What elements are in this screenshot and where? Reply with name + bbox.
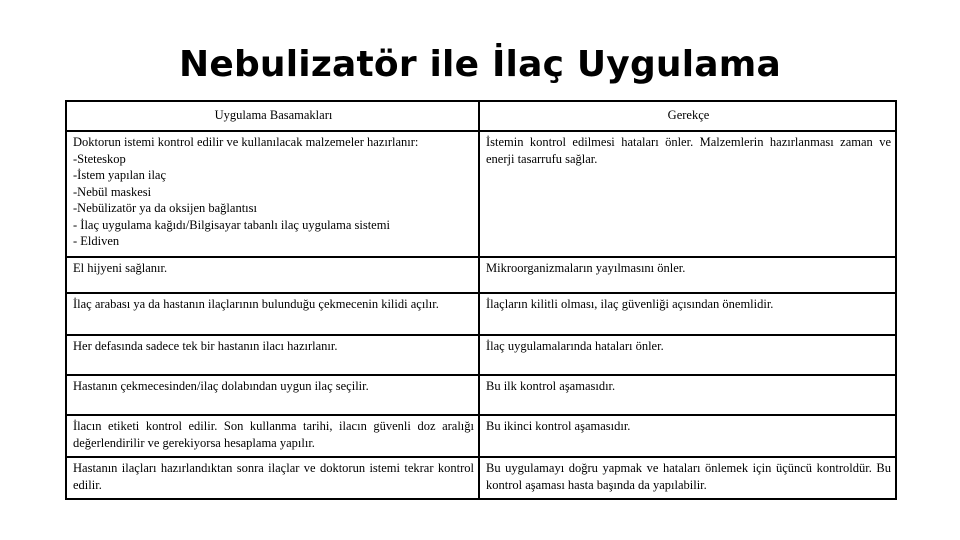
step-cell: [66, 131, 479, 257]
step-cell: İlaç arabası ya da hastanın ilaçlarının bulunduğu çekmecenin kilidi açılır.: [66, 293, 479, 335]
reason-cell: Mikroorganizmaların yayılmasını önler.: [479, 257, 896, 293]
reason-cell: İlaçların kilitli olması, ilaç güvenliği açısından önemlidir.: [479, 293, 896, 335]
table-row: [66, 415, 896, 457]
table-row: [66, 293, 896, 335]
step-item: -İstem yapılan ilaç: [73, 168, 167, 182]
step-item: -Nebül maskesi: [73, 184, 152, 199]
table-row: [66, 131, 896, 257]
reason-cell: Bu ilk kontrol aşamasıdır.: [479, 375, 896, 415]
step-cell: Hastanın çekmecesinden/ilaç dolabından uygun ilaç seçilir.: [66, 375, 479, 415]
step-item: -Steteskop: [73, 151, 126, 166]
table-row: [66, 335, 896, 375]
step-cell: El hijyeni sağlanır.: [66, 257, 479, 293]
step-cell: Her defasında sadece tek bir hastanın ilacı hazırlanır.: [66, 335, 479, 375]
header-steps: Uygulama Basamakları: [66, 101, 479, 131]
header-rationale: Gerekçe: [479, 101, 896, 131]
procedure-table: [65, 100, 897, 500]
reason-cell: İstemin kontrol edilmesi hataları önler. Malzemlerin hazırlanması zaman ve enerji tasarrufu sağlar.: [479, 131, 896, 257]
step-item: -Nebülizatör ya da oksijen bağlantısı: [73, 201, 257, 215]
step-cell: Hastanın ilaçları hazırlandıktan sonra ilaçlar ve doktorun istemi tekrar kontrol edilir.: [66, 457, 479, 499]
table-row: [66, 375, 896, 415]
table-header-row: [66, 101, 896, 131]
reason-cell: Bu uygulamayı doğru yapmak ve hataları önlemek için üçüncü kontroldür. Bu kontrol aşaması hasta başında da yapılabilir.: [479, 457, 896, 499]
step-item: - Eldiven: [73, 234, 120, 248]
step-text: Doktorun istemi kontrol edilir ve kullanılacak malzemeler hazırlanır:: [73, 135, 419, 149]
page-title: Nebulizatör ile İlaç Uygulama: [179, 44, 781, 85]
step-item: - İlaç uygulama kağıdı/Bilgisayar tabanlı ilaç uygulama sistemi: [73, 217, 390, 232]
reason-cell: Bu ikinci kontrol aşamasıdır.: [479, 415, 896, 457]
reason-cell: İlaç uygulamalarında hataları önler.: [479, 335, 896, 375]
step-cell: İlacın etiketi kontrol edilir. Son kullanma tarihi, ilacın güvenli doz aralığı değerlendirilir ve gerekiyorsa hesaplama yapılır.: [66, 415, 479, 457]
table-row: [66, 457, 896, 499]
table-row: [66, 257, 896, 293]
